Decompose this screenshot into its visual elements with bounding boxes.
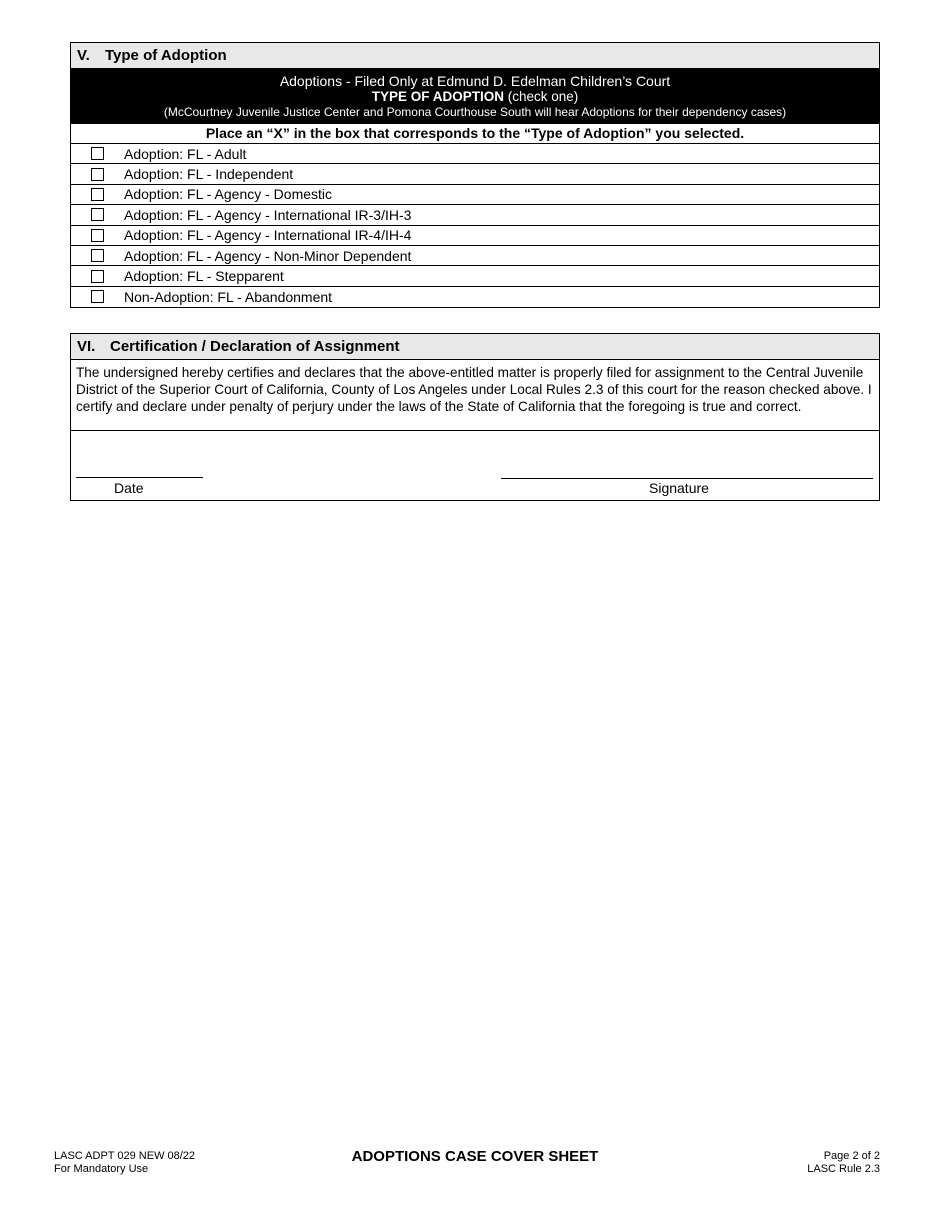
option-row (71, 164, 879, 184)
certification-text: The undersigned hereby certifies and declares that the above-entitled matter is properly filed for assignment to the Central Juvenile District of the Superior Court of California, County of Los Angeles under Local Rules 2.3 of this court for the reason checked above. I certify and declare under penalty of perjury under the laws of the State of California that the foregoing is true and correct. (71, 360, 879, 431)
section-certification (70, 333, 880, 501)
band-line-2 (77, 89, 873, 105)
section-title: Certification / Declaration of Assignment (110, 338, 400, 355)
signature-area (71, 431, 879, 500)
band-check-one: (check one) (503, 89, 579, 104)
section-number: V. (77, 47, 90, 64)
date-field[interactable] (76, 477, 203, 478)
option-checkbox[interactable] (91, 229, 104, 242)
mandatory-use: For Mandatory Use (54, 1162, 149, 1175)
footer-page-info (807, 1150, 880, 1175)
section-header (71, 334, 879, 360)
option-checkbox[interactable] (91, 168, 104, 181)
option-checkbox[interactable] (91, 208, 104, 221)
signature-field[interactable] (501, 478, 873, 479)
section-header (71, 43, 879, 69)
band-type-heading: TYPE OF ADOPTION (371, 89, 504, 104)
option-row (71, 226, 879, 246)
footer-title: ADOPTIONS CASE COVER SHEET (351, 1148, 599, 1165)
option-label: Adoption: FL - Stepparent (124, 268, 284, 285)
option-checkbox[interactable] (91, 270, 104, 283)
section-number: VI. (77, 338, 96, 355)
band-line-3: (McCourtney Juvenile Justice Center and Pomona Courthouse South will hear Adoptions for their dependency cases) (163, 105, 787, 119)
option-row (71, 185, 879, 205)
form-id: LASC ADPT 029 NEW 08/22 (54, 1150, 196, 1162)
section-type-of-adoption (70, 42, 880, 308)
adoption-info-band (71, 69, 879, 124)
page-number: Page 2 of 2 (823, 1150, 880, 1162)
option-checkbox[interactable] (91, 290, 104, 303)
option-row (71, 144, 879, 164)
instruction-text: Place an “X” in the box that corresponds to the “Type of Adoption” you selected. (71, 124, 879, 144)
option-label: Adoption: FL - Agency - Non-Minor Dependent (124, 247, 412, 264)
rule-ref: LASC Rule 2.3 (807, 1162, 880, 1175)
section-title: Type of Adoption (105, 47, 227, 64)
option-row (71, 266, 879, 286)
adoption-options-list (71, 144, 879, 307)
option-row (71, 205, 879, 225)
option-label: Adoption: FL - Agency - Domestic (124, 186, 333, 203)
option-label: Adoption: FL - Agency - International IR-3/IH-3 (124, 206, 412, 223)
option-label: Adoption: FL - Adult (124, 145, 247, 162)
option-checkbox[interactable] (91, 188, 104, 201)
option-label: Non-Adoption: FL - Abandonment (124, 288, 333, 305)
option-row (71, 246, 879, 266)
option-checkbox[interactable] (91, 147, 104, 160)
band-line-1: Adoptions - Filed Only at Edmund D. Edelman Children’s Court (279, 73, 671, 89)
option-label: Adoption: FL - Independent (124, 166, 294, 183)
option-row (71, 287, 879, 307)
option-checkbox[interactable] (91, 249, 104, 262)
option-label: Adoption: FL - Agency - International IR-4/IH-4 (124, 227, 412, 244)
signature-label: Signature (649, 480, 709, 496)
date-label: Date (114, 480, 144, 496)
